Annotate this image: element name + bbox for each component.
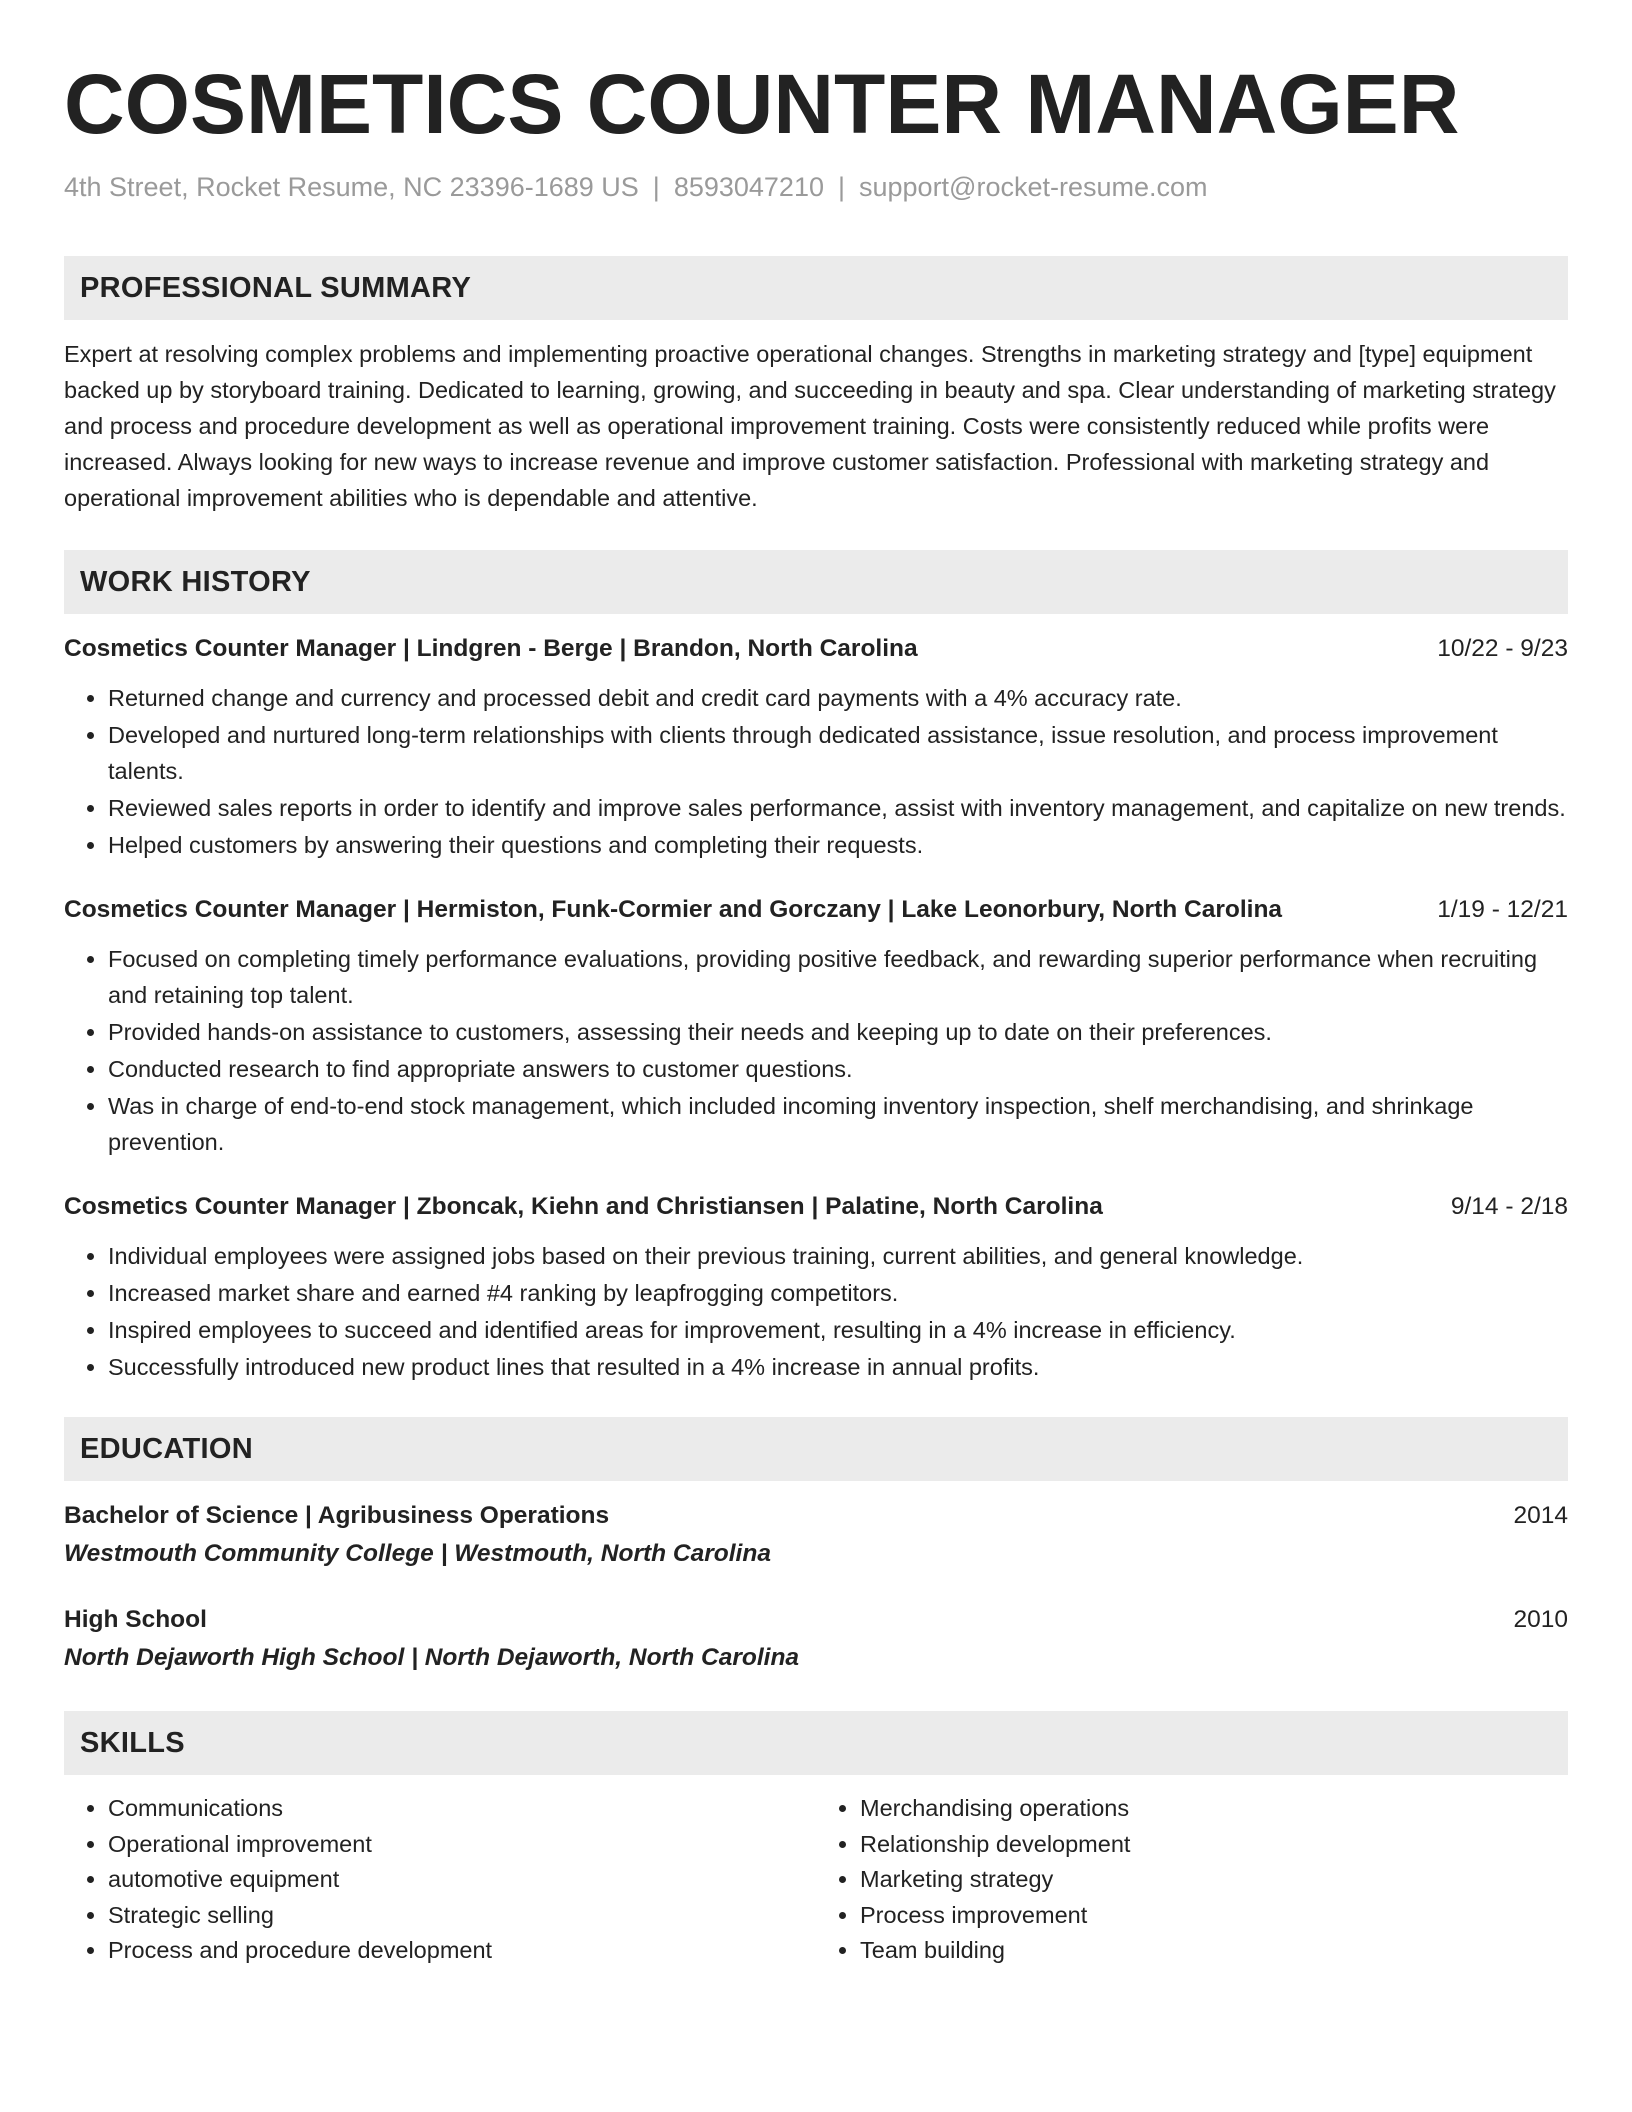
job-bullet: • Inspired employees to succeed and identified areas for improvement, resulting in a 4% increase in efficiency. <box>108 1312 1568 1348</box>
job-dates: 10/22 - 9/23 <box>1437 635 1568 662</box>
skill-item: • Marketing strategy <box>860 1862 1568 1898</box>
skill-item: • Merchandising operations <box>860 1791 1568 1827</box>
education-degree: Bachelor of Science | Agribusiness Operations <box>64 1502 610 1529</box>
skill-item: • Relationship development <box>860 1827 1568 1863</box>
contact-separator: | <box>652 172 660 202</box>
job-bullet: • Was in charge of end-to-end stock management, which included incoming inventory inspection, shelf merchandising, and shrinkage prevention. <box>108 1088 1568 1160</box>
job-bullet: • Developed and nurtured long-term relationships with clients through dedicated assistance, issue resolution, and process improvement talents. <box>108 717 1568 789</box>
job-bullets <box>64 1238 1568 1385</box>
job-title: Cosmetics Counter Manager | Lindgren - Berge | Brandon, North Carolina <box>64 635 918 662</box>
job-title: Cosmetics Counter Manager | Hermiston, Funk-Cormier and Gorczany | Lake Leonorbury, North Carolina <box>64 896 1283 923</box>
skills-list-left <box>64 1791 816 1969</box>
contact-separator: | <box>837 172 845 202</box>
skills-list-right <box>816 1791 1568 1969</box>
candidate-name: COSMETICS COUNTER MANAGER <box>64 57 1460 151</box>
job-entry <box>64 632 1568 863</box>
job-bullet: • Focused on completing timely performance evaluations, providing positive feedback, and rewarding superior performance when recruiting and retaining top talent. <box>108 941 1568 1013</box>
job-header <box>64 1190 1568 1224</box>
contact-line <box>64 170 1568 204</box>
job-bullet: • Provided hands-on assistance to customers, assessing their needs and keeping up to date on their preferences. <box>108 1014 1568 1050</box>
job-bullet: • Returned change and currency and processed debit and credit card payments with a 4% accuracy rate. <box>108 680 1568 716</box>
section-header-skills: SKILLS <box>64 1711 1568 1775</box>
skill-item: • Process and procedure development <box>108 1933 816 1969</box>
job-title: Cosmetics Counter Manager | Zboncak, Kiehn and Christiansen | Palatine, North Carolina <box>64 1193 1103 1220</box>
education-header <box>64 1603 1568 1637</box>
job-bullets <box>64 680 1568 863</box>
job-bullet: • Successfully introduced new product lines that resulted in a 4% increase in annual profits. <box>108 1349 1568 1385</box>
job-bullet: • Reviewed sales reports in order to identify and improve sales performance, assist with inventory management, and capitalize on new trends. <box>108 790 1568 826</box>
job-header <box>64 632 1568 666</box>
job-bullet: • Individual employees were assigned jobs based on their previous training, current abilities, and general knowledge. <box>108 1238 1568 1274</box>
skill-item: • automotive equipment <box>108 1862 816 1898</box>
job-bullet: • Conducted research to find appropriate answers to customer questions. <box>108 1051 1568 1087</box>
education-header <box>64 1499 1568 1533</box>
section-header-summary: PROFESSIONAL SUMMARY <box>64 256 1568 320</box>
skill-item: • Operational improvement <box>108 1827 816 1863</box>
skills-columns <box>64 1791 1568 1969</box>
job-entry <box>64 893 1568 1160</box>
job-bullet: • Helped customers by answering their questions and completing their requests. <box>108 827 1568 863</box>
education-degree: High School <box>64 1606 207 1633</box>
skill-item: • Communications <box>108 1791 816 1827</box>
job-dates: 9/14 - 2/18 <box>1450 1193 1568 1220</box>
skill-item: • Team building <box>860 1933 1568 1969</box>
education-school: North Dejaworth High School | North Dejaworth, North Carolina <box>64 1644 800 1671</box>
contact-email: support@rocket-resume.com <box>859 172 1208 202</box>
job-bullets <box>64 941 1568 1160</box>
summary-text: Expert at resolving complex problems and implementing proactive operational changes. Strengths in marketing strategy and [type] equipment backed up by storyboard training. Dedicated to learning, growing, and succeeding in beauty and spa. Clear understanding of marketing strategy and process and procedure development as well as operational improvement training. Costs were consistently reduced while profits were increased. Always looking for new ways to increase revenue and improve customer satisfaction. Professional with marketing strategy and operational improvement abilities who is dependable and attentive. <box>64 341 1556 511</box>
education-entry <box>64 1499 1568 1571</box>
job-bullet: • Increased market share and earned #4 ranking by leapfrogging competitors. <box>108 1275 1568 1311</box>
education-school: Westmouth Community College | Westmouth, North Carolina <box>64 1540 771 1567</box>
job-entry <box>64 1190 1568 1385</box>
education-year: 2010 <box>1513 1606 1568 1633</box>
skill-item: • Process improvement <box>860 1898 1568 1934</box>
section-header-work-history: WORK HISTORY <box>64 550 1568 614</box>
skill-item: • Strategic selling <box>108 1898 816 1934</box>
job-dates: 1/19 - 12/21 <box>1437 896 1568 923</box>
job-header <box>64 893 1568 927</box>
education-entry <box>64 1603 1568 1675</box>
contact-address: 4th Street, Rocket Resume, NC 23396-1689 US <box>64 172 639 202</box>
contact-phone: 8593047210 <box>673 172 824 202</box>
education-year: 2014 <box>1513 1502 1568 1529</box>
section-header-education: EDUCATION <box>64 1417 1568 1481</box>
